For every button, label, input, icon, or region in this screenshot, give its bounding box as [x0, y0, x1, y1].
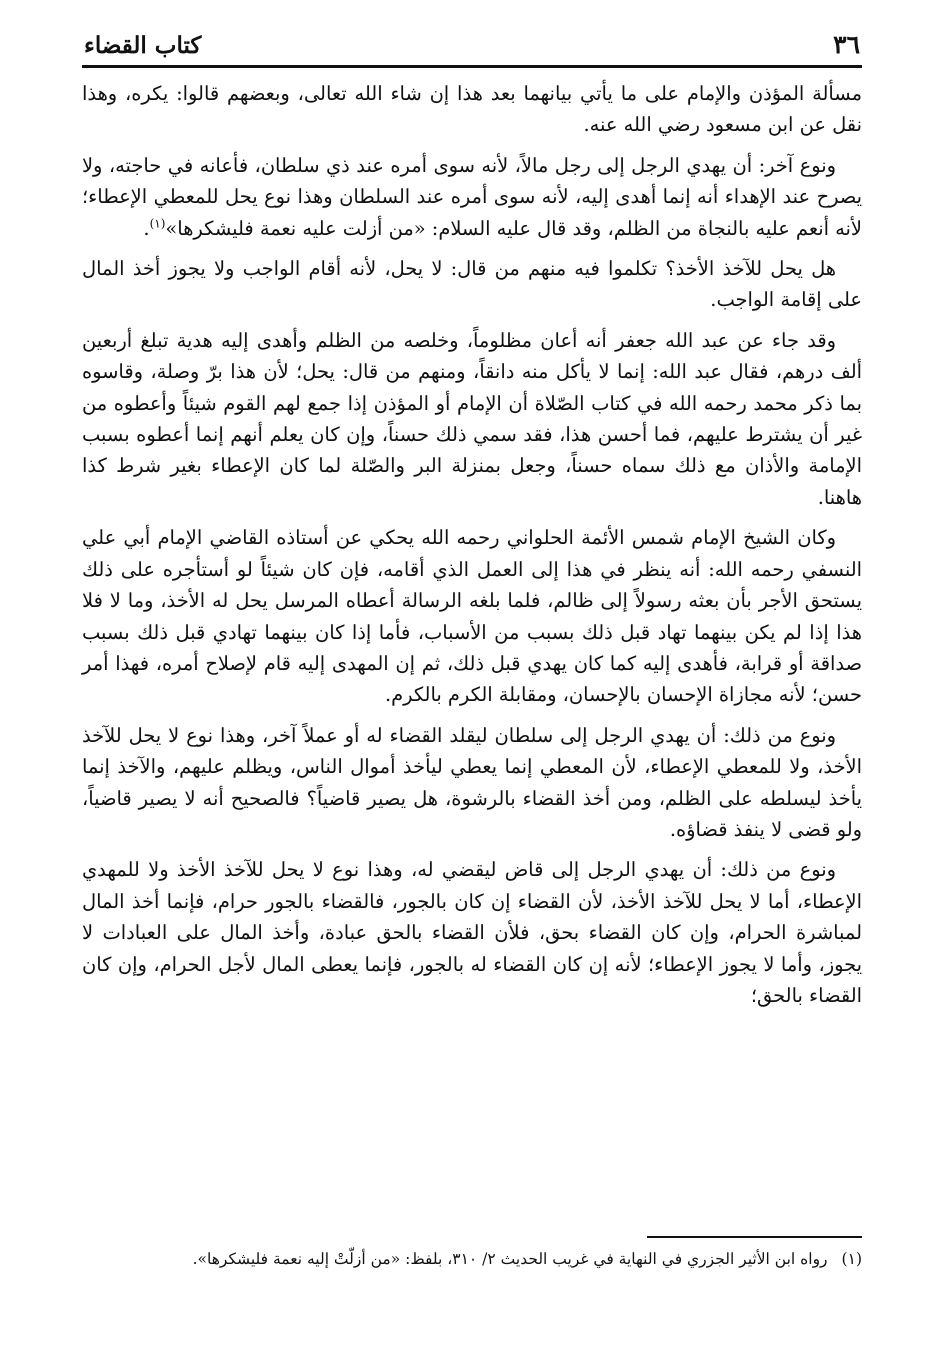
footnote-text: رواه ابن الأثير الجزري في النهاية في غريب الحديث ٢/ ٣١٠، بلفظ: «من أزلّتْ إليه نعمة فليشكرها». — [192, 1250, 828, 1268]
page-number: ٣٦ — [833, 30, 860, 59]
running-header — [82, 30, 862, 68]
running-title: كتاب القضاء — [84, 32, 202, 59]
main-text — [82, 78, 862, 1011]
paragraph: ونوع من ذلك: أن يهدي الرجل إلى قاض ليقضي له، وهذا نوع لا يحل للآخذ الأخذ ولا للمهدي الإعطاء، أما لا يحل للآخذ الأخذ، لأن القضاء إن كان بالجور، فالقضاء بالجور حرام، فإنما أخذ المال لمباشرة الحرام، وإن كان القضاء بحق، فلأن القضاء بالحق عبادة، وأخذ المال على العبادات لا يجوز، وأما لا يجوز الإعطاء؛ لأنه إن كان القضاء له بالجور، فإنما يعطى المال لأجل الحرام، وإن كان القضاء بالحق؛ — [82, 858, 862, 1007]
book-page — [82, 30, 862, 1268]
footnote-reference[interactable]: (١) — [149, 216, 166, 231]
footnote — [82, 1246, 862, 1272]
footnote-divider — [647, 1236, 862, 1238]
paragraph: ونوع من ذلك: أن يهدي الرجل إلى سلطان ليقلد القضاء له أو عملاً آخر، وهذا نوع لا يحل للآخذ الأخذ، ولا للمعطي الإعطاء، لأن المعطي إنما يعطي ليأخذ أموال الناس، ويظلم عليهم، والآخذ إنما يأخذ ليسلطه على الظلم، ومن أخذ القضاء بالرشوة، هل يصير قاضياً؟ فالصحيح أنه لا يصير قاضياً، ولو قضى لا ينفذ قضاؤه. — [82, 723, 862, 841]
paragraph: ونوع آخر: أن يهدي الرجل إلى رجل مالاً، لأنه سوى أمره عند ذي سلطان، فأعانه في حاجته، ولا يصرح عند الإهداء أنه إنما أهدى إليه، لأنه سوى أمره عند السلطان وهذا نوع يحل للمعطي الإعطاء؛ لأنه أنعم عليه بالنجاة من الظلم، وقد قال عليه السلام: «من أزلت عليه نعمة فليشكرها»$^{(١)}$. — [82, 153, 862, 240]
paragraph: هل يحل للآخذ الأخذ؟ تكلموا فيه منهم من قال: لا يحل، لأنه أقام الواجب ولا يجوز أخذ المال على إقامة الواجب. — [82, 257, 862, 312]
paragraph: مسألة المؤذن والإمام على ما يأتي بيانهما بعد هذا إن شاء الله تعالى، وبعضهم قالوا: يكره، وهذا نقل عن ابن مسعود رضي الله عنه. — [82, 82, 862, 137]
paragraph: وقد جاء عن عبد الله جعفر أنه أعان مظلوماً، وخلصه من الظلم وأهدى إليه هدية تبلغ أربعين ألف درهم، فقال عبد الله: إنما لا يأكل منه دانقاً، ومنهم من قال: يحل؛ لأن هذا برّ وصلة، وقاسوه بما ذكر محمد رحمه الله في كتاب الصّلاة أن الإمام أو المؤذن إذا جمع لهم القوم شيئاً وأعطوه من غير أن يشترط عليهم، فما أحسن هذا، فقد سمي ذلك حسناً، وإن كان يعلم أنهم إنما أعطوه بسبب الإمامة والأذان مع ذلك سماه حسناً، وجعل بمنزلة البر والصّلة لما كان الإعطاء بغير شرط كذا هاهنا. — [82, 328, 862, 509]
paragraph: وكان الشيخ الإمام شمس الأئمة الحلواني رحمه الله يحكي عن أستاذه القاضي الإمام أبي علي النسفي رحمه الله: أنه ينظر في هذا إلى العمل الذي أقامه، فإن كان شيئاً لو أستأجره على ذلك يستحق الأجر بأن بعثه رسولاً إلى ظالم، فلما بلغه الرسالة أعطاه المرسل يحل له الأخذ، وما لا فلا هذا إذا لم يكن بينهما تهاد قبل ذلك بسبب من الأسباب، فأما إذا كان بينهما تهادي قبل ذلك بسبب صداقة أو قرابة، فأهدى إليه كما كان يهدي قبل ذلك، ثم إن المهدى إليه قام لإصلاح أمره، فهذا أمر حسن؛ لأنه مجازاة الإحسان بالإحسان، ومقابلة الكرم بالكرم. — [82, 526, 862, 707]
footnote-number: (١) — [841, 1250, 862, 1268]
